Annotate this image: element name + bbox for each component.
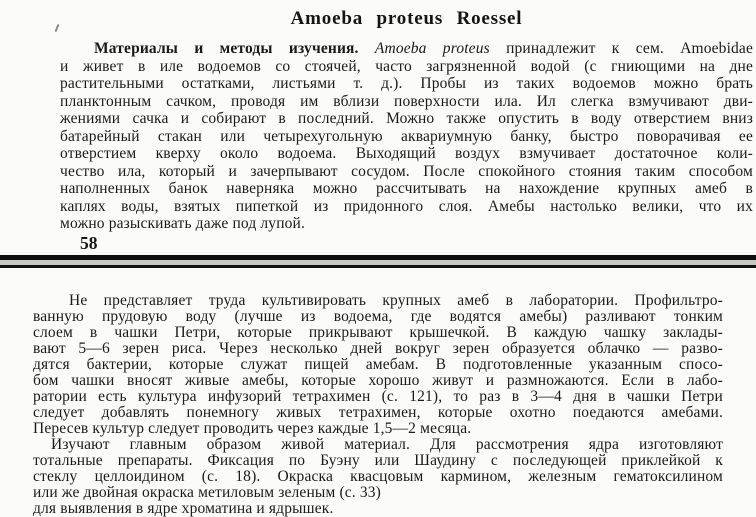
page-bottom bbox=[33, 293, 723, 517]
text-line: ванную прудовую воду (лучше из водоема, где водятся амебы) разливают тонким bbox=[33, 308, 723, 325]
text-line: стеклу целлоидином (с. 18). Окраска квасцовым кармином, железным гематоксилином bbox=[33, 468, 723, 485]
page-divider bbox=[0, 255, 756, 268]
text-line: для выявления в ядре хроматина и ядрышек. bbox=[33, 500, 334, 517]
text-line: растительными остатками, листьями т. д.). Пробы из таких водоемов можно брать bbox=[60, 75, 753, 92]
divider-thin-bar bbox=[0, 265, 756, 268]
text-line: ратории есть культура инфузорий тетрахимен (с. 121), то раз в 3—4 дня в чашки Петри bbox=[33, 388, 723, 405]
first-line-rest: принадлежит к сем. Amoebidae bbox=[506, 40, 753, 57]
text-line: Пересев культур следует проводить через каждые 1,5—2 месяца. bbox=[33, 420, 472, 437]
text-line: слоем в чашки Петри, которые прикрывают крышечкой. В каждую чашку заклады- bbox=[33, 324, 723, 341]
text-line: или же двойная окраска метиловым зеленым (с. 33) bbox=[33, 484, 381, 501]
text-line: чество ила, который и зачерпывают сосудом. После спокойного стояния таким способом bbox=[60, 162, 753, 180]
page-top bbox=[60, 0, 753, 253]
methods-heading: Материалы и методы изучения. bbox=[94, 40, 359, 57]
text-line: можно разыскивать даже под лупой. bbox=[60, 215, 306, 232]
culture-paragraph bbox=[33, 293, 723, 437]
scan-speck bbox=[55, 24, 60, 32]
species-name: Amoeba proteus bbox=[374, 40, 490, 57]
text-line: батарейный стакан или четырехугольную аквариумную банку, быстро поворачивая ее bbox=[60, 127, 753, 145]
study-paragraph bbox=[33, 437, 723, 517]
text-line: Не представляет труда культивировать крупных амеб в лаборатории. Профильтро- bbox=[69, 292, 723, 309]
text-line: следует добавлять понемногу живых тетрахимен, которые охотно поедаются амебами. bbox=[33, 404, 723, 421]
text-line: вают 5—6 зерен риса. Через несколько дней вокруг зерен образуется облачко — разво- bbox=[33, 340, 723, 357]
text-line: каплях воды, взятых пипеткой из придонного слоя. Амебы настолько велики, что их bbox=[60, 197, 753, 215]
text-line: бом чашки вносят живые амебы, которые хорошо живут и размножаются. Если в лабо- bbox=[33, 372, 723, 389]
text-line: Изучают главным образом живой материал. Для рассмотрения ядра изготовляют bbox=[51, 436, 723, 453]
text-line: планктонным сачком, проводя им вблизи поверхности ила. Ил слегка взмучивают дви- bbox=[60, 92, 753, 110]
text-line: тотальные препараты. Фиксация по Буэну или Шаудину с последующей приклейкой к bbox=[33, 452, 723, 469]
text-line: наполненных банок наверняка можно рассчитывать на нахождение крупных амеб в bbox=[60, 180, 753, 197]
text-line-first bbox=[60, 40, 753, 58]
page-number: 58 bbox=[80, 232, 98, 253]
text-line: и живет в иле водоемов со стоячей, часто загрязненной водой (с гниющими на дне bbox=[60, 57, 753, 75]
text-line: дятся бактерии, которые служат пищей амебам. В подготовленные указанным спосо- bbox=[33, 356, 723, 373]
text-line: жениями сачка и собирают в последний. Можно также опустить в воду отверстием вниз bbox=[60, 110, 753, 127]
text-line: отверстием кверху около водоема. Выходящий воздух взмучивает достаточное коли- bbox=[60, 145, 753, 162]
page-title: Amoeba proteus Roessel bbox=[290, 8, 523, 29]
methods-paragraph bbox=[60, 40, 753, 233]
